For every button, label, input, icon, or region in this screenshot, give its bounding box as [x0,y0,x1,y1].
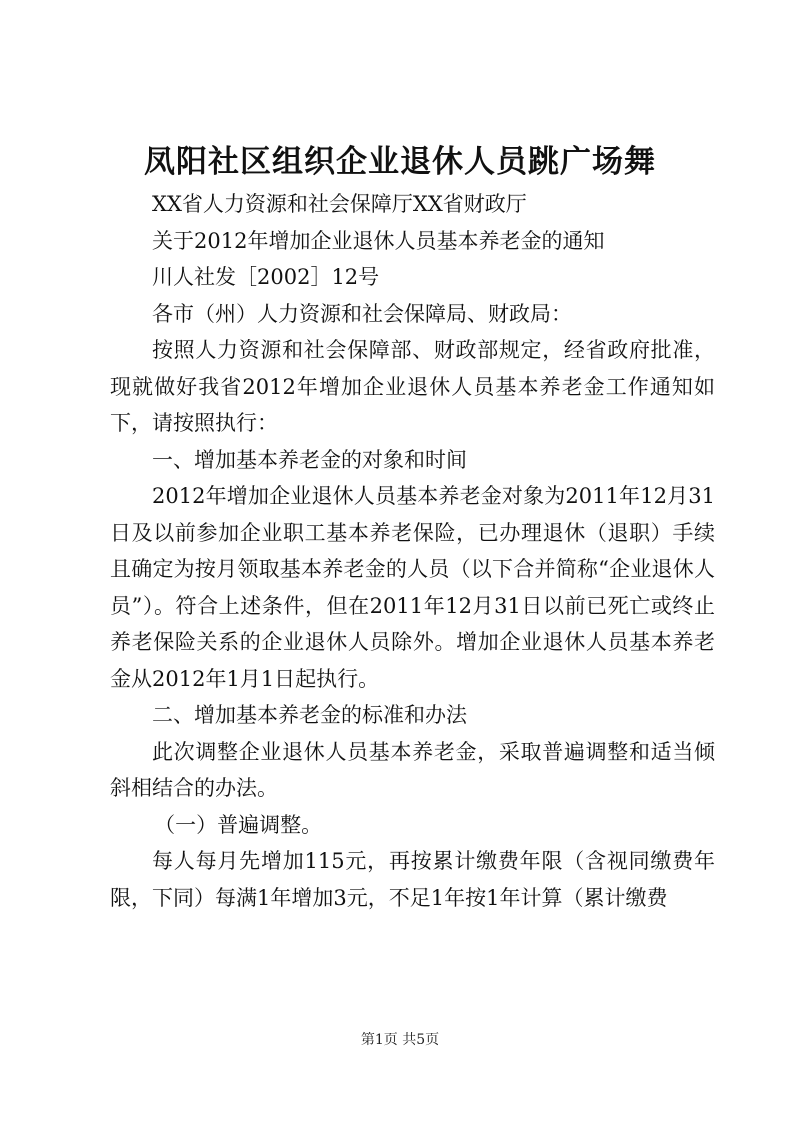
page-number-footer: 第1页 共5页 [360,1032,440,1048]
document-title: 凤阳社区组织企业退休人员跳广场舞 [144,144,656,180]
paragraph-section-1: 2012年增加企业退休人员基本养老金对象为2011年12月31日及以前参加企业职工基本养老保险，已办理退休（退职）手续且确定为按月领取基本养老金的人员（以下合并简称“企业退休人员”）。符合上述条件，但在2011年12月31日以前已死亡或终止养老保险关系的企业退休人员除外。增加企业退休人员基本养老金从2012年1月1日起执行。 [110,484,715,691]
paragraph-addressee: 各市（州）人力资源和社会保障局、财政局： [152,301,572,326]
paragraph-document-number: 川人社发［2002］12号 [152,265,380,289]
paragraph-section-2: 此次调整企业退休人员基本养老金，采取普遍调整和适当倾斜相结合的办法。 [110,739,715,800]
subsection-heading-1: （一）普遍调整。 [154,812,323,837]
paragraph-issuer: XX省人力资源和社会保障厅XX省财政厅 [152,192,527,216]
paragraph-subsection-1: 每人每月先增加115元，再按累计缴费年限（含视同缴费年限，下同）每满1年增加3元，不足1年按1年计算（累计缴费 [110,849,715,910]
section-heading-2: 二、增加基本养老金的标准和办法 [152,703,467,727]
section-heading-1: 一、增加基本养老金的对象和时间 [152,447,467,472]
paragraph-intro: 按照人力资源和社会保障部、财政部规定，经省政府批准，现就做好我省2012年增加企业退休人员基本养老金工作通知如下，请按照执行： [110,338,715,435]
document-body [110,186,715,916]
paragraph-notice-title: 关于2012年增加企业退休人员基本养老金的通知 [152,228,605,253]
